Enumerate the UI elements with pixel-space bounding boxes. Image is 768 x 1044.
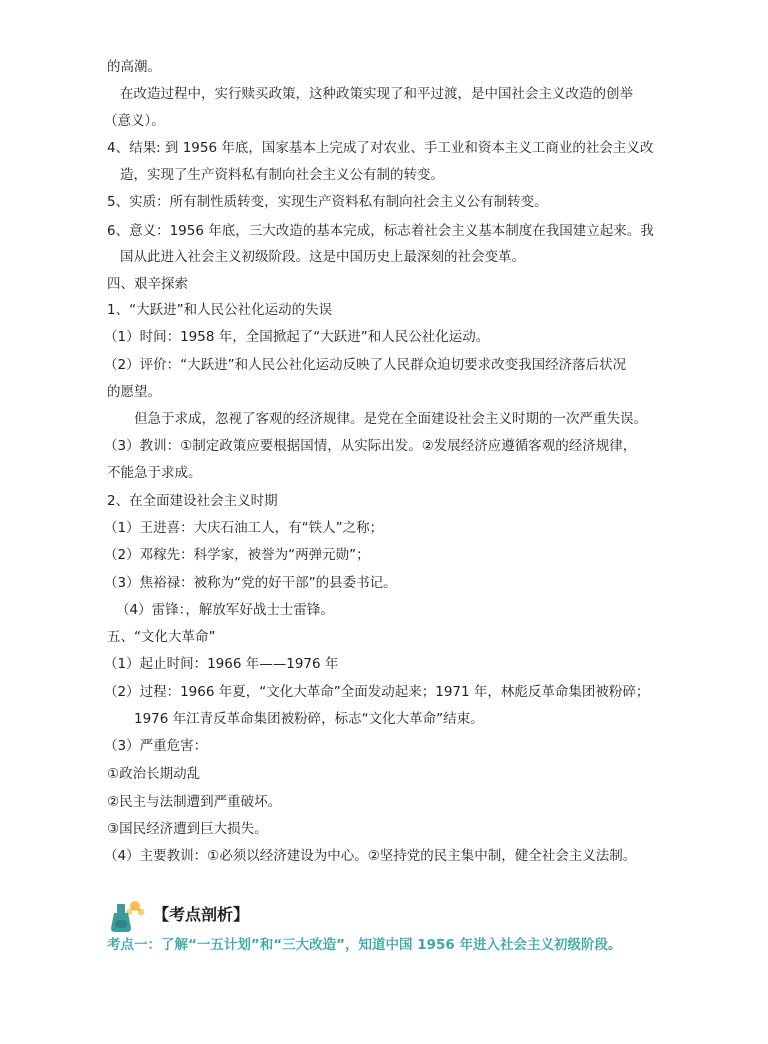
text-line: 6、意义：1956 年底，三大改造的基本完成，标志着社会主义基本制度在我国建立起来。我 bbox=[107, 223, 654, 239]
text-line: 的愿望。 bbox=[107, 384, 161, 400]
text-line: （4）主要教训：①必须以经济建设为中心。②坚持党的民主集中制，健全社会主义法制。 bbox=[104, 848, 637, 864]
text-line: 但急于求成，忽视了客观的经济规律。是党在全面建设社会主义时期的一次严重失误。 bbox=[134, 411, 647, 427]
heading: 四、艰辛探索 bbox=[107, 276, 188, 292]
text-line: （意义）。 bbox=[104, 113, 165, 129]
text-line: （4）雷锋：，解放军好战士士雷锋。 bbox=[116, 602, 334, 618]
text-line: 在改造过程中，实行赎买政策，这种政策实现了和平过渡，是中国社会主义改造的创举 bbox=[120, 86, 633, 102]
list-item: ①政治长期动乱 bbox=[107, 766, 201, 782]
text-line: （3）教训：①制定政策应要根据国情，从实际出发。②发展经济应遵循客观的经济规律， bbox=[104, 438, 637, 454]
text-line: 不能急于求成。 bbox=[107, 465, 202, 481]
heading: 五、“文化大革命” bbox=[107, 629, 216, 645]
text-line: 国从此进入社会主义初级阶段。这是中国历史上最深刻的社会变革。 bbox=[120, 249, 525, 265]
text-line: 的高潮。 bbox=[107, 59, 161, 75]
text-line: （3）焦裕禄：被称为“党的好干部”的县委书记。 bbox=[104, 575, 397, 591]
text-line: 1976 年江青反革命集团被粉碎，标志“文化大革命”结束。 bbox=[134, 711, 484, 727]
text-line: 4、结果: 到 1956 年底，国家基本上完成了对农业、手工业和资本主义工商业的社会主义改 bbox=[107, 140, 654, 156]
exam-point-title: 考点一：了解“一五计划”和“三大改造”，知道中国 1956 年进入社会主义初级阶段。 bbox=[107, 937, 622, 953]
section-header bbox=[107, 898, 667, 934]
text-line: 造，实现了生产资料私有制向社会主义公有制的转变。 bbox=[120, 167, 444, 183]
text-line: （1）起止时间：1966 年——1976 年 bbox=[104, 656, 339, 672]
list-item: ③国民经济遭到巨大损失。 bbox=[107, 821, 268, 837]
section-title: 【考点剖析】 bbox=[153, 905, 250, 924]
subheading: 1、“大跃进”和人民公社化运动的失误 bbox=[107, 302, 333, 318]
text-line: （1）王进喜：大庆石油工人，有“铁人”之称； bbox=[104, 520, 384, 536]
text-line: （1）时间：1958 年，全国掀起了“大跃进”和人民公社化运动。 bbox=[104, 329, 490, 345]
flask-molecule-icon bbox=[107, 898, 147, 934]
text-line: 5、实质：所有制性质转变，实现生产资料私有制向社会主义公有制转变。 bbox=[107, 194, 548, 210]
text-line: （2）邓稼先：科学家，被誉为“两弹元勋”； bbox=[104, 547, 370, 563]
text-line: （2）评价：“大跃进”和人民公社化运动反映了人民群众迫切要求改变我国经济落后状况 bbox=[104, 357, 627, 373]
subheading: 2、在全面建设社会主义时期 bbox=[107, 493, 278, 509]
text-line: （3）严重危害： bbox=[104, 738, 208, 754]
list-item: ②民主与法制遭到严重破坏。 bbox=[107, 794, 282, 810]
text-line: （2）过程：1966 年夏，“文化大革命”全面发动起来；1971 年，林彪反革命集团被粉碎； bbox=[104, 684, 650, 700]
